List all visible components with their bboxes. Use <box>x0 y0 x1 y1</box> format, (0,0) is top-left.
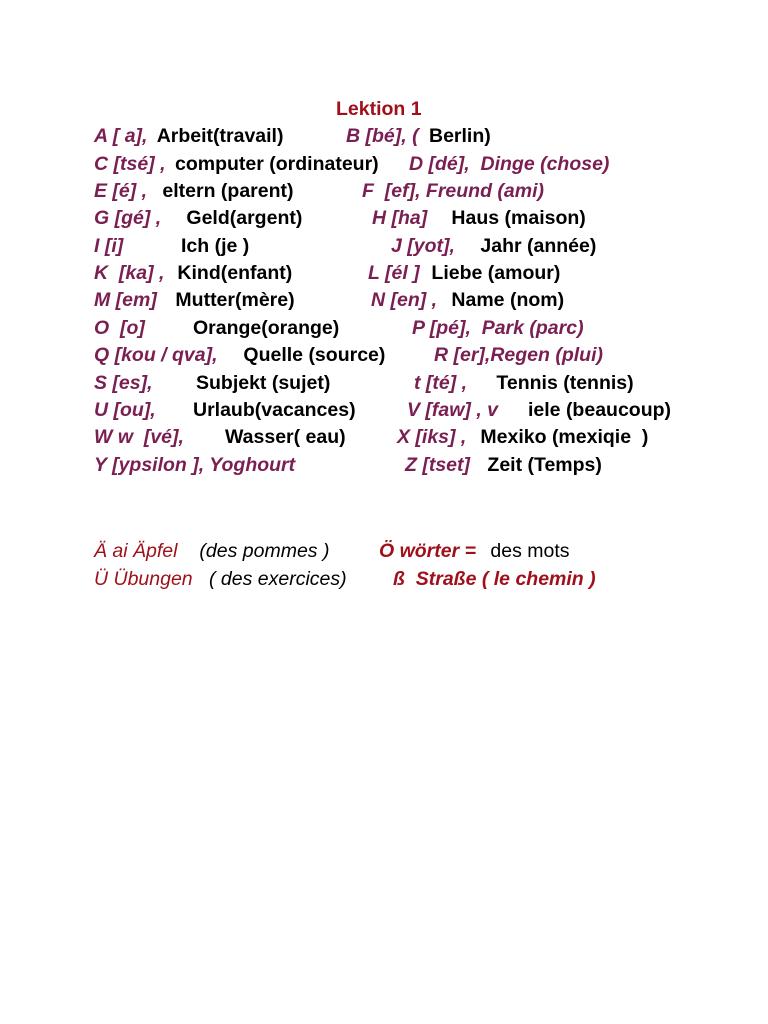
alphabet-row-w-x <box>0 424 768 451</box>
letter-o-pronunciation: O [o] <box>94 317 145 339</box>
alphabet-row-s-t <box>0 370 768 397</box>
umlaut-row-1 <box>0 538 768 565</box>
letter-l-example: Liebe (amour) <box>426 262 561 284</box>
umlaut-a-example: Ä ai Äpfel <box>94 540 178 562</box>
eszett-example: ß Straße ( le chemin ) <box>393 568 596 590</box>
letter-n-pronunciation: N [en] , <box>371 289 438 311</box>
letter-m-pronunciation: M [em] <box>94 289 157 311</box>
letter-w-example: Wasser( eau) <box>225 426 346 448</box>
letter-c-pronunciation: C [tsé] , <box>94 153 166 175</box>
letter-a-pronunciation: A [ a], <box>94 125 148 147</box>
alphabet-row-y-z <box>0 452 768 479</box>
letter-d-pronunciation: D [dé], Dinge (chose) <box>409 153 610 175</box>
umlaut-o-translation: des mots <box>485 540 570 562</box>
alphabet-row-m-n <box>0 287 768 314</box>
letter-x-pronunciation: X [iks] , <box>397 426 467 448</box>
letter-e-example: eltern (parent) <box>157 180 294 202</box>
letter-a-example: Arbeit(travail) <box>152 125 284 147</box>
letter-i-pronunciation: I [i] <box>94 235 124 257</box>
alphabet-row-c-d <box>0 151 768 178</box>
letter-w-pronunciation: W w [vé], <box>94 426 184 448</box>
lesson-title: Lektion 1 <box>336 98 422 120</box>
alphabet-row-q-r <box>0 342 768 369</box>
letter-v-example: iele (beaucoup) <box>528 399 672 421</box>
letter-l-pronunciation: L [él ] <box>368 262 420 284</box>
letter-n-example: Name (nom) <box>446 289 565 311</box>
letter-s-pronunciation: S [es], <box>94 372 153 394</box>
letter-t-pronunciation: t [té] , <box>414 372 468 394</box>
letter-m-example: Mutter(mère) <box>170 289 295 311</box>
alphabet-row-a-b <box>0 123 768 150</box>
umlaut-a-translation: (des pommes ) <box>194 540 330 562</box>
letter-y-pronunciation: Y [ypsilon ], Yoghourt <box>94 454 296 476</box>
letter-o-example: Orange(orange) <box>193 317 340 339</box>
letter-q-pronunciation: Q [kou / qva], <box>94 344 218 366</box>
alphabet-row-e-f <box>0 178 768 205</box>
letter-v-pronunciation: V [faw] , v <box>407 399 499 421</box>
letter-c-example: computer (ordinateur) <box>175 153 379 175</box>
letter-e-pronunciation: E [é] , <box>94 180 148 202</box>
letter-b-example: Berlin) <box>429 125 491 147</box>
umlaut-u-example: Ü Übungen <box>94 568 193 590</box>
alphabet-row-u-v <box>0 397 768 424</box>
umlaut-row-2 <box>0 566 768 593</box>
letter-g-pronunciation: G [gé] , <box>94 207 162 229</box>
letter-k-pronunciation: K [ka] , <box>94 262 165 284</box>
letter-g-example: Geld(argent) <box>181 207 303 229</box>
letter-r-pronunciation: R [er],Regen (plui) <box>434 344 603 366</box>
letter-u-example: Urlaub(vacances) <box>193 399 356 421</box>
letter-z-pronunciation: Z [tset] <box>405 454 470 476</box>
letter-f-pronunciation: F [ef], Freund (ami) <box>362 180 544 202</box>
letter-h-example: Haus (maison) <box>446 207 586 229</box>
umlaut-o-example: Ö wörter = <box>379 540 476 562</box>
alphabet-row-o-p <box>0 315 768 342</box>
title-line <box>0 96 768 123</box>
letter-h-pronunciation: H [ha] <box>372 207 428 229</box>
letter-j-pronunciation: J [yot], <box>391 235 455 257</box>
letter-z-example: Zeit (Temps) <box>482 454 602 476</box>
alphabet-row-i-j <box>0 233 768 260</box>
letter-k-example: Kind(enfant) <box>172 262 293 284</box>
letter-t-example: Tennis (tennis) <box>491 372 634 394</box>
letter-s-example: Subjekt (sujet) <box>196 372 331 394</box>
letter-i-example: Ich (je ) <box>181 235 250 257</box>
letter-b-pronunciation: B [bé], ( <box>346 125 419 147</box>
letter-q-example: Quelle (source) <box>238 344 386 366</box>
letter-j-example: Jahr (année) <box>475 235 597 257</box>
umlaut-u-translation: ( des exercices) <box>209 568 347 590</box>
alphabet-row-k-l <box>0 260 768 287</box>
letter-x-example: Mexiko (mexiqie ) <box>475 426 649 448</box>
letter-u-pronunciation: U [ou], <box>94 399 156 421</box>
alphabet-row-g-h <box>0 205 768 232</box>
letter-p-pronunciation: P [pé], Park (parc) <box>412 317 584 339</box>
